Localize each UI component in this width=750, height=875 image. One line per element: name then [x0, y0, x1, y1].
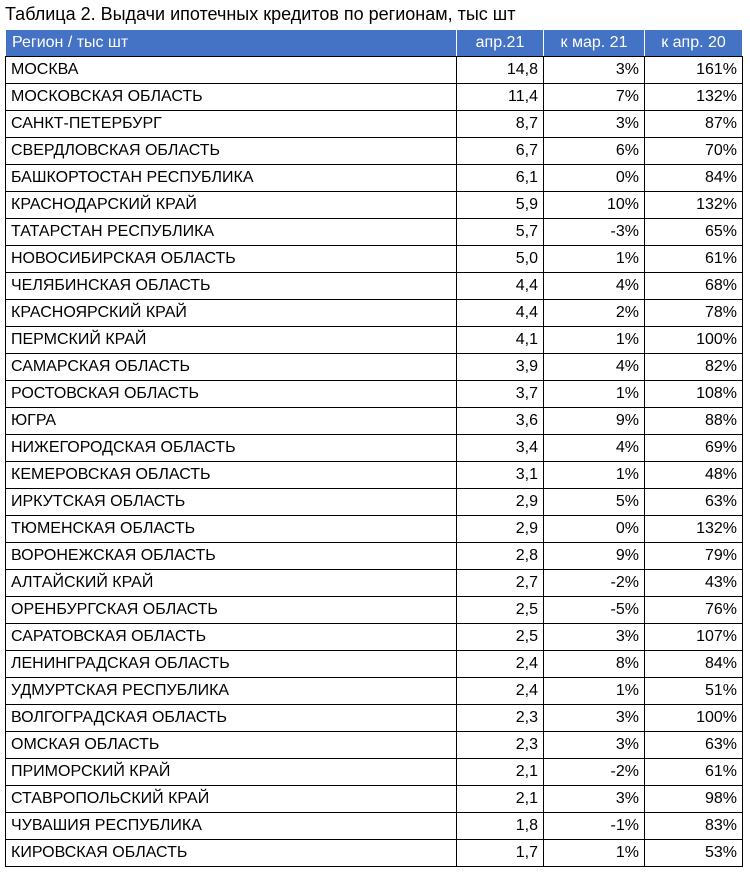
- region-cell: КЕМЕРОВСКАЯ ОБЛАСТЬ: [6, 462, 457, 489]
- table-row: [6, 840, 743, 867]
- vs-apr20-cell: 78%: [645, 300, 743, 327]
- table-row: [6, 705, 743, 732]
- region-cell: САРАТОВСКАЯ ОБЛАСТЬ: [6, 624, 457, 651]
- region-cell: УДМУРТСКАЯ РЕСПУБЛИКА: [6, 678, 457, 705]
- region-cell: ЧЕЛЯБИНСКАЯ ОБЛАСТЬ: [6, 273, 457, 300]
- vs-apr20-cell: 82%: [645, 354, 743, 381]
- vs-mar21-cell: 5%: [544, 489, 645, 516]
- vs-mar21-cell: 3%: [544, 732, 645, 759]
- apr21-value-cell: 2,4: [457, 651, 544, 678]
- vs-mar21-cell: 3%: [544, 111, 645, 138]
- table-row: [6, 813, 743, 840]
- apr21-value-cell: 4,4: [457, 273, 544, 300]
- vs-mar21-cell: 0%: [544, 165, 645, 192]
- vs-mar21-cell: 10%: [544, 192, 645, 219]
- vs-mar21-cell: 9%: [544, 408, 645, 435]
- vs-mar21-cell: 4%: [544, 273, 645, 300]
- vs-mar21-cell: -2%: [544, 759, 645, 786]
- vs-mar21-cell: -2%: [544, 570, 645, 597]
- apr21-value-cell: 4,4: [457, 300, 544, 327]
- apr21-value-cell: 2,1: [457, 786, 544, 813]
- vs-mar21-cell: 9%: [544, 543, 645, 570]
- region-cell: МОСКОВСКАЯ ОБЛАСТЬ: [6, 84, 457, 111]
- vs-mar21-cell: 1%: [544, 381, 645, 408]
- table-body: [6, 57, 743, 867]
- apr21-value-cell: 6,1: [457, 165, 544, 192]
- column-header-vs-apr20: к апр. 20: [645, 30, 743, 57]
- apr21-value-cell: 1,8: [457, 813, 544, 840]
- table-row: [6, 435, 743, 462]
- region-cell: ЛЕНИНГРАДСКАЯ ОБЛАСТЬ: [6, 651, 457, 678]
- region-cell: ВОЛГОГРАДСКАЯ ОБЛАСТЬ: [6, 705, 457, 732]
- vs-apr20-cell: 107%: [645, 624, 743, 651]
- region-cell: СТАВРОПОЛЬСКИЙ КРАЙ: [6, 786, 457, 813]
- table-row: [6, 192, 743, 219]
- region-cell: ТЮМЕНСКАЯ ОБЛАСТЬ: [6, 516, 457, 543]
- vs-mar21-cell: 1%: [544, 678, 645, 705]
- apr21-value-cell: 5,9: [457, 192, 544, 219]
- apr21-value-cell: 14,8: [457, 57, 544, 84]
- table-row: [6, 219, 743, 246]
- apr21-value-cell: 4,1: [457, 327, 544, 354]
- apr21-value-cell: 2,3: [457, 732, 544, 759]
- apr21-value-cell: 6,7: [457, 138, 544, 165]
- apr21-value-cell: 3,7: [457, 381, 544, 408]
- apr21-value-cell: 2,9: [457, 516, 544, 543]
- region-cell: ОМСКАЯ ОБЛАСТЬ: [6, 732, 457, 759]
- region-cell: КРАСНОДАРСКИЙ КРАЙ: [6, 192, 457, 219]
- apr21-value-cell: 5,7: [457, 219, 544, 246]
- region-cell: МОСКВА: [6, 57, 457, 84]
- vs-mar21-cell: 3%: [544, 57, 645, 84]
- apr21-value-cell: 2,4: [457, 678, 544, 705]
- table-row: [6, 327, 743, 354]
- vs-apr20-cell: 84%: [645, 165, 743, 192]
- table-header: [6, 30, 743, 57]
- apr21-value-cell: 3,1: [457, 462, 544, 489]
- vs-mar21-cell: 6%: [544, 138, 645, 165]
- vs-mar21-cell: 8%: [544, 651, 645, 678]
- vs-apr20-cell: 61%: [645, 759, 743, 786]
- table-row: [6, 651, 743, 678]
- apr21-value-cell: 2,8: [457, 543, 544, 570]
- region-cell: АЛТАЙСКИЙ КРАЙ: [6, 570, 457, 597]
- vs-apr20-cell: 132%: [645, 516, 743, 543]
- table-row: [6, 543, 743, 570]
- column-header-region: Регион / тыс шт: [6, 30, 457, 57]
- region-cell: КИРОВСКАЯ ОБЛАСТЬ: [6, 840, 457, 867]
- vs-apr20-cell: 98%: [645, 786, 743, 813]
- vs-apr20-cell: 100%: [645, 327, 743, 354]
- vs-mar21-cell: -1%: [544, 813, 645, 840]
- apr21-value-cell: 3,4: [457, 435, 544, 462]
- apr21-value-cell: 2,5: [457, 597, 544, 624]
- table-row: [6, 246, 743, 273]
- vs-apr20-cell: 161%: [645, 57, 743, 84]
- table-row: [6, 354, 743, 381]
- apr21-value-cell: 2,9: [457, 489, 544, 516]
- vs-apr20-cell: 65%: [645, 219, 743, 246]
- header-row: [6, 30, 743, 57]
- table-row: [6, 84, 743, 111]
- table-row: [6, 732, 743, 759]
- region-cell: НИЖЕГОРОДСКАЯ ОБЛАСТЬ: [6, 435, 457, 462]
- vs-apr20-cell: 43%: [645, 570, 743, 597]
- vs-apr20-cell: 61%: [645, 246, 743, 273]
- vs-apr20-cell: 48%: [645, 462, 743, 489]
- table-row: [6, 570, 743, 597]
- column-header-apr21: апр.21: [457, 30, 544, 57]
- table-row: [6, 489, 743, 516]
- vs-mar21-cell: 3%: [544, 705, 645, 732]
- vs-apr20-cell: 70%: [645, 138, 743, 165]
- vs-mar21-cell: 4%: [544, 354, 645, 381]
- vs-apr20-cell: 108%: [645, 381, 743, 408]
- vs-mar21-cell: 0%: [544, 516, 645, 543]
- vs-apr20-cell: 84%: [645, 651, 743, 678]
- vs-apr20-cell: 68%: [645, 273, 743, 300]
- vs-mar21-cell: 4%: [544, 435, 645, 462]
- table-row: [6, 408, 743, 435]
- region-cell: СВЕРДЛОВСКАЯ ОБЛАСТЬ: [6, 138, 457, 165]
- table-row: [6, 273, 743, 300]
- vs-apr20-cell: 132%: [645, 84, 743, 111]
- vs-mar21-cell: -3%: [544, 219, 645, 246]
- apr21-value-cell: 11,4: [457, 84, 544, 111]
- table-row: [6, 624, 743, 651]
- vs-apr20-cell: 88%: [645, 408, 743, 435]
- vs-apr20-cell: 76%: [645, 597, 743, 624]
- table-row: [6, 381, 743, 408]
- table-row: [6, 597, 743, 624]
- region-cell: ОРЕНБУРГСКАЯ ОБЛАСТЬ: [6, 597, 457, 624]
- region-cell: ПЕРМСКИЙ КРАЙ: [6, 327, 457, 354]
- region-cell: ЮГРА: [6, 408, 457, 435]
- vs-mar21-cell: 3%: [544, 624, 645, 651]
- vs-apr20-cell: 63%: [645, 732, 743, 759]
- region-cell: КРАСНОЯРСКИЙ КРАЙ: [6, 300, 457, 327]
- apr21-value-cell: 3,6: [457, 408, 544, 435]
- vs-apr20-cell: 132%: [645, 192, 743, 219]
- vs-apr20-cell: 83%: [645, 813, 743, 840]
- vs-mar21-cell: 2%: [544, 300, 645, 327]
- apr21-value-cell: 1,7: [457, 840, 544, 867]
- table-row: [6, 516, 743, 543]
- vs-apr20-cell: 79%: [645, 543, 743, 570]
- vs-mar21-cell: -5%: [544, 597, 645, 624]
- vs-mar21-cell: 1%: [544, 327, 645, 354]
- table-row: [6, 678, 743, 705]
- apr21-value-cell: 3,9: [457, 354, 544, 381]
- apr21-value-cell: 2,7: [457, 570, 544, 597]
- table-row: [6, 462, 743, 489]
- region-cell: САНКТ-ПЕТЕРБУРГ: [6, 111, 457, 138]
- vs-apr20-cell: 51%: [645, 678, 743, 705]
- apr21-value-cell: 2,3: [457, 705, 544, 732]
- table-row: [6, 759, 743, 786]
- vs-apr20-cell: 53%: [645, 840, 743, 867]
- vs-apr20-cell: 69%: [645, 435, 743, 462]
- regional-mortgage-table: [5, 29, 743, 867]
- region-cell: БАШКОРТОСТАН РЕСПУБЛИКА: [6, 165, 457, 192]
- table-row: [6, 786, 743, 813]
- apr21-value-cell: 2,5: [457, 624, 544, 651]
- region-cell: ПРИМОРСКИЙ КРАЙ: [6, 759, 457, 786]
- apr21-value-cell: 5,0: [457, 246, 544, 273]
- table-row: [6, 111, 743, 138]
- vs-mar21-cell: 1%: [544, 246, 645, 273]
- region-cell: ВОРОНЕЖСКАЯ ОБЛАСТЬ: [6, 543, 457, 570]
- apr21-value-cell: 8,7: [457, 111, 544, 138]
- vs-mar21-cell: 1%: [544, 840, 645, 867]
- table-row: [6, 57, 743, 84]
- region-cell: ТАТАРСТАН РЕСПУБЛИКА: [6, 219, 457, 246]
- table-row: [6, 138, 743, 165]
- vs-mar21-cell: 7%: [544, 84, 645, 111]
- vs-mar21-cell: 1%: [544, 462, 645, 489]
- vs-apr20-cell: 87%: [645, 111, 743, 138]
- region-cell: САМАРСКАЯ ОБЛАСТЬ: [6, 354, 457, 381]
- region-cell: ИРКУТСКАЯ ОБЛАСТЬ: [6, 489, 457, 516]
- table-row: [6, 165, 743, 192]
- apr21-value-cell: 2,1: [457, 759, 544, 786]
- vs-apr20-cell: 100%: [645, 705, 743, 732]
- table-row: [6, 300, 743, 327]
- vs-mar21-cell: 3%: [544, 786, 645, 813]
- region-cell: РОСТОВСКАЯ ОБЛАСТЬ: [6, 381, 457, 408]
- vs-apr20-cell: 63%: [645, 489, 743, 516]
- table-caption: Таблица 2. Выдачи ипотечных кредитов по регионам, тыс шт: [5, 4, 516, 24]
- column-header-vs-mar21: к мар. 21: [544, 30, 645, 57]
- region-cell: НОВОСИБИРСКАЯ ОБЛАСТЬ: [6, 246, 457, 273]
- region-cell: ЧУВАШИЯ РЕСПУБЛИКА: [6, 813, 457, 840]
